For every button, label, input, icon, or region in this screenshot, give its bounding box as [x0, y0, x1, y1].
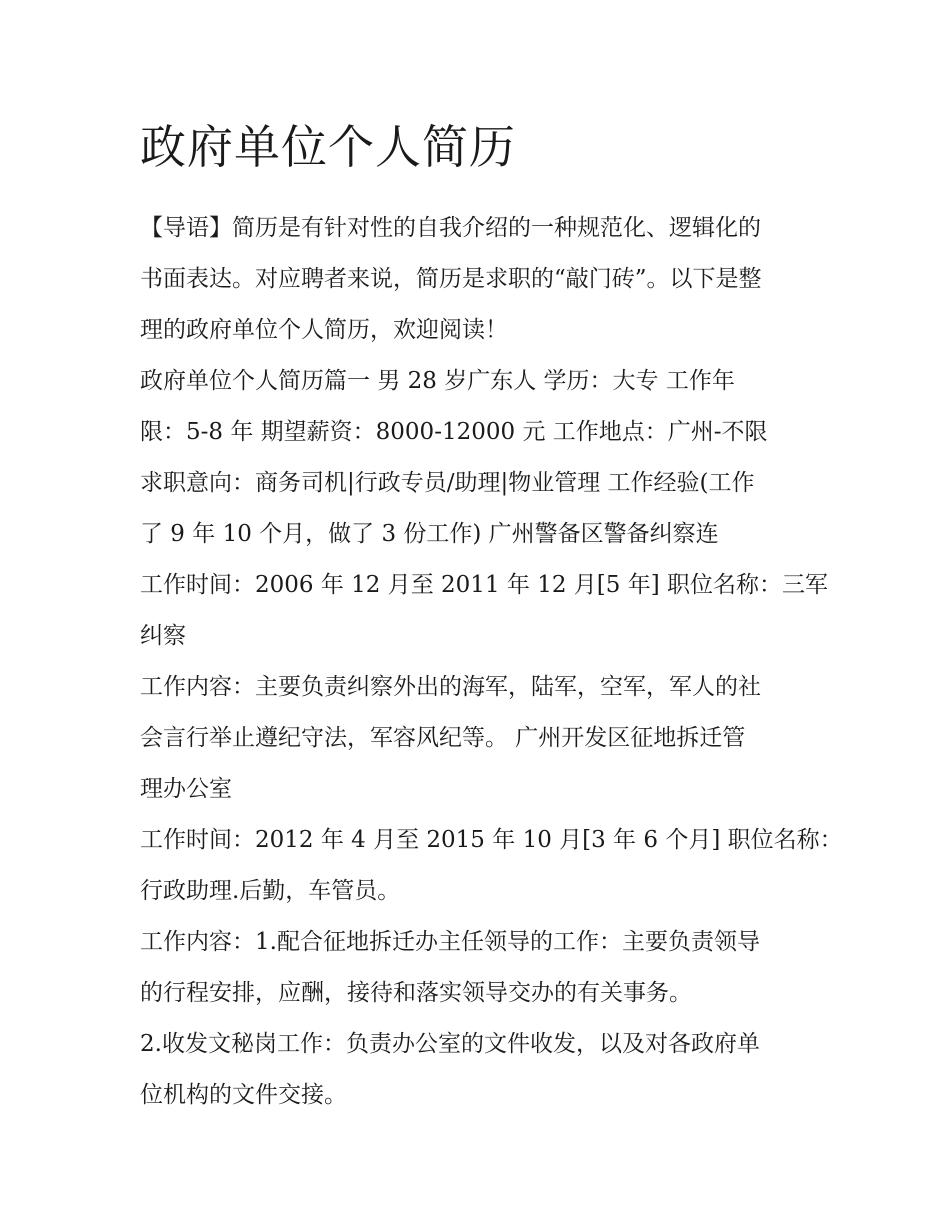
text-line: 了 9 年 10 个月，做了 3 份工作) 广州警备区警备纠察连: [140, 521, 719, 547]
text-line: 位机构的文件交接。: [140, 1082, 347, 1108]
text-line: 求职意向：商务司机|行政专员/助理|物业管理 工作经验(工作: [140, 470, 755, 496]
text-line: 工作内容：1.配合征地拆迁办主任领导的工作：主要负责领导: [140, 929, 760, 955]
text-line: 工作内容：主要负责纠察外出的海军，陆军，空军，军人的社: [140, 674, 761, 700]
document-body: [140, 113, 843, 1121]
text-line: 纠察: [140, 623, 186, 649]
document-title: 政府单位个人简历: [140, 120, 516, 174]
text-line: 工作时间：2006 年 12 月至 2011 年 12 月[5 年] 职位名称：三军: [140, 572, 828, 598]
text-line: 行政助理.后勤，车管员。: [140, 878, 401, 904]
text-line: 【导语】简历是有针对性的自我介绍的一种规范化、逻辑化的: [140, 215, 761, 241]
text-line: 政府单位个人简历篇一 男 28 岁广东人 学历：大专 工作年: [140, 368, 735, 394]
text-line: 会言行举止遵纪守法，军容风纪等。 广州开发区征地拆迁管: [140, 725, 746, 751]
text-line: 的行程安排，应酬，接待和落实领导交办的有关事务。: [140, 980, 692, 1006]
text-line: 工作时间：2012 年 4 月至 2015 年 10 月[3 年 6 个月] 职位名称：: [140, 827, 843, 853]
text-line: 2.收发文秘岗工作：负责办公室的文件收发，以及对各政府单: [140, 1031, 760, 1057]
text-line: 理的政府单位个人简历，欢迎阅读！: [140, 317, 508, 343]
text-line: 限：5-8 年 期望薪资：8000-12000 元 工作地点：广州-不限: [140, 419, 768, 445]
text-line: 书面表达。对应聘者来说，简历是求职的“敲门砖”。以下是整: [140, 266, 762, 292]
text-line: 理办公室: [140, 776, 232, 802]
